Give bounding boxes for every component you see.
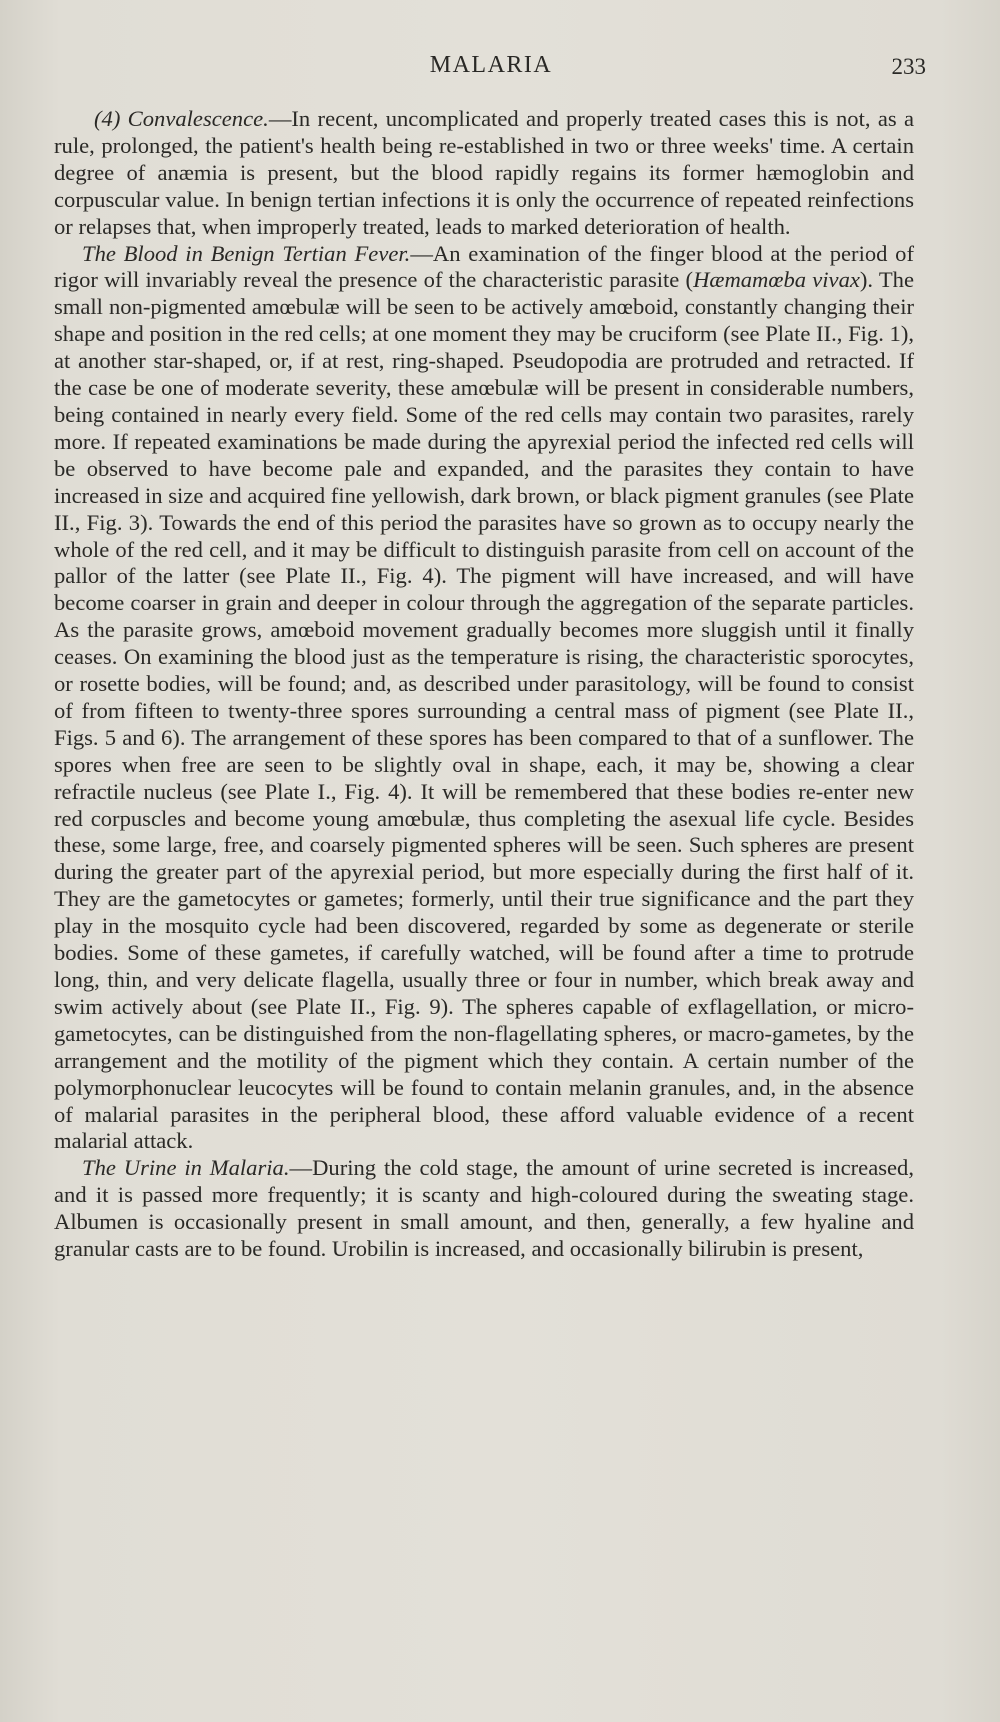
- paragraph-text: ). The small non-pigmented amœbulæ will be seen to be actively amœboid, constantly changing their shape and position in the red cells; at one moment they may be cruciform (see Plate II., Fig. 1), at another star-shaped, or, if at rest, ring-shaped. Pseudopodia are protruded and retracted. If the case be one of moderate severity, these amœbulæ will be present in considerable numbers, being contained in nearly every field. Some of the red cells may contain two parasites, rarely more. If repeated examinations be made during the apyrexial period the infected red cells will be observed to have become pale and expanded, and the parasites they contain to have increased in size and acquired fine yellowish, dark brown, or black pigment granules (see Plate II., Fig. 3). Towards the end of this period the parasites have so grown as to occupy nearly the whole of the red cell, and it may be difficult to distinguish parasite from cell on account of the pallor of the latter (see Plate II., Fig. 4). The pigment will have increased, and will have become coarser in grain and deeper in colour through the aggregation of the separate particles. As the parasite grows, amœboid movement gradually becomes more sluggish until it finally ceases. On examining the blood just as the temperature is rising, the characteristic sporocytes, or rosette bodies, will be found; and, as described under parasitology, will be found to consist of from fifteen to twenty-three spores surrounding a central mass of pigment (see Plate II., Figs. 5 and 6). The arrangement of these spores has been compared to that of a sunflower. The spores when free are seen to be slightly oval in shape, each, it may be, showing a clear refractile nucleus (see Plate I., Fig. 4). It will be remembered that these bodies re-enter new red corpuscles and become young amœbulæ, thus completing the asexual life cycle. Besides these, some large, free, and coarsely pigmented spheres will be seen. Such spheres are present during the greater part of the apyrexial period, but more especially during the first half of it. They are the gametocytes or gametes; formerly, until their true significance and the part they play in the mosquito cycle had been discovered, regarded by some as degenerate or sterile bodies. Some of these gametes, if carefully watched, will be found after a time to protrude long, thin, and very delicate flagella, usually three or four in number, which break away and swim actively about (see Plate II., Fig. 9). The spheres capable of exflagellation, or micro-gametocytes, can be distinguished from the non-flagellating spheres, or macro-gametes, by the arrangement and the motility of the pigment which they contain. A certain number of the polymorphonuclear leucocytes will be found to contain melanin granules, and, in the absence of malarial parasites in the peripheral blood, these afford valuable evidence of a recent malarial attack.: [54, 267, 914, 1154]
- paragraph-urine-in-malaria: [54, 1155, 914, 1263]
- running-head: MALARIA: [429, 52, 553, 78]
- paragraph-text: —During the cold stage, the amount of urine secreted is increased, and it is passed more frequently; it is scanty and high-coloured during the sweating stage. Albumen is occasionally present in small amount, and then, generally, a few hyaline and granular casts are to be found. Urobilin is increased, and occasionally bilirubin is present,: [54, 1155, 914, 1262]
- page-number: 233: [891, 54, 926, 79]
- species-name: Hæmamœba vivax: [693, 267, 860, 293]
- paragraph-blood-benign-tertian: [54, 241, 914, 1156]
- paragraph-lead: The Blood in Benign Tertian Fever.: [82, 240, 411, 266]
- paragraph-convalescence: [54, 106, 914, 241]
- page-header: [56, 52, 926, 86]
- paragraph-lead: (4) Convalescence.: [94, 106, 269, 131]
- body-text: [54, 106, 914, 1263]
- paragraph-text: —In recent, uncomplicated and properly treated cases this is not, as a rule, prolonged, the patient's health being re-established in two or three weeks' time. A certain degree of anæmia is present, but the blood rapidly regains its former hæmoglobin and corpuscular value. In benign tertian infections it is only the occurrence of repeated reinfections or relapses that, when improperly treated, leads to marked deterioration of health.: [54, 106, 914, 239]
- paragraph-text: —An examination of the finger blood at the period of rigor will invariably reveal the presence of the characteristic parasite (: [54, 240, 914, 293]
- paragraph-lead: The Urine in Malaria.: [82, 1155, 290, 1181]
